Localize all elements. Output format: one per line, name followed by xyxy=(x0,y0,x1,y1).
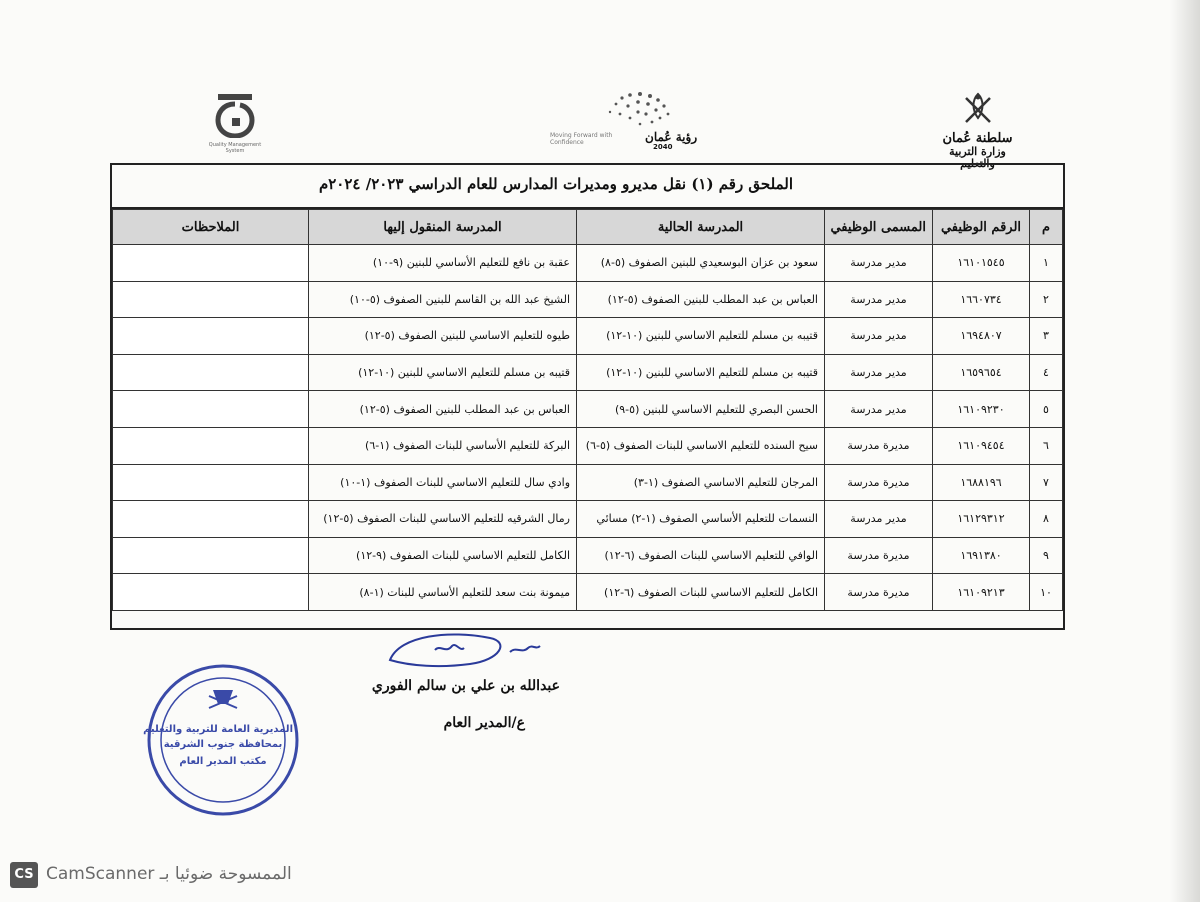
title-row xyxy=(112,165,1063,209)
cell-current-school: قتيبه بن مسلم للتعليم الاساسي للبنين (١٠-١٢) xyxy=(577,354,825,391)
cell-notes xyxy=(113,354,309,391)
cell-new-school: ميمونة بنت سعد للتعليم الأساسي للبنات (١-٨) xyxy=(309,574,577,611)
cell-new-school: وادي سال للتعليم الاساسي للبنات الصفوف (١-١٠) xyxy=(309,464,577,501)
cell-notes xyxy=(113,537,309,574)
cell-job-title: مدير مدرسة xyxy=(825,501,933,538)
cell-new-school: العباس بن عبد المطلب للبنين الصفوف (٥-١٢) xyxy=(309,391,577,428)
cell-job-title: مدير مدرسة xyxy=(825,318,933,355)
column-header-employee-id: الرقم الوظيفي xyxy=(933,210,1030,245)
vision-year: 2040 xyxy=(653,143,673,151)
cell-notes xyxy=(113,245,309,282)
table-row xyxy=(113,354,1063,391)
vision-2040-logo xyxy=(550,90,725,155)
table-header-row xyxy=(113,210,1063,245)
official-stamp xyxy=(143,660,303,820)
cell-index: ٧ xyxy=(1030,464,1063,501)
quality-caption: Quality Management System xyxy=(208,142,262,154)
cell-employee-id: ١٦١٠٩٢١٣ xyxy=(933,574,1030,611)
cell-index: ٥ xyxy=(1030,391,1063,428)
column-header-job-title: المسمى الوظيفي xyxy=(825,210,933,245)
cell-current-school: الوافي للتعليم الاساسي للبنات الصفوف (٦-١٢) xyxy=(577,537,825,574)
quality-q-icon xyxy=(210,92,260,138)
table-row xyxy=(113,245,1063,282)
cell-job-title: مديرة مدرسة xyxy=(825,574,933,611)
cell-job-title: مديرة مدرسة xyxy=(825,537,933,574)
cell-new-school: الكامل للتعليم الاساسي للبنات الصفوف (٩-١٢) xyxy=(309,537,577,574)
column-header-notes: الملاحظات xyxy=(113,210,309,245)
signatory-role: ع/المدير العام xyxy=(443,715,525,731)
cell-job-title: مدير مدرسة xyxy=(825,391,933,428)
column-header-new-school: المدرسة المنقول إليها xyxy=(309,210,577,245)
cell-index: ٦ xyxy=(1030,427,1063,464)
cell-current-school: العباس بن عبد المطلب للبنين الصفوف (٥-١٢) xyxy=(577,281,825,318)
cell-notes xyxy=(113,318,309,355)
vision-sphere-icon xyxy=(600,90,690,135)
table-row xyxy=(113,464,1063,501)
cell-new-school: طيوه للتعليم الاساسي للبنين الصفوف (٥-١٢) xyxy=(309,318,577,355)
cell-index: ٣ xyxy=(1030,318,1063,355)
cell-job-title: مدير مدرسة xyxy=(825,245,933,282)
camscanner-text: الممسوحة ضوئيا بـ CamScanner xyxy=(46,864,292,884)
page-edge-shadow xyxy=(1170,0,1200,902)
cell-current-school: الكامل للتعليم الاساسي للبنات الصفوف (٦-١٢) xyxy=(577,574,825,611)
column-header-index: م xyxy=(1030,210,1063,245)
signature-block xyxy=(340,630,570,740)
vision-text: رؤية عُمان xyxy=(645,130,698,144)
cell-new-school: قتيبه بن مسلم للتعليم الاساسي للبنين (١٠-١٢) xyxy=(309,354,577,391)
document-title: الملحق رقم (١) نقل مديرو ومديرات المدارس للعام الدراسي ٢٠٢٣/ ٢٠٢٤م xyxy=(318,175,793,193)
signatory-name: عبدالله بن علي بن سالم الفوري xyxy=(371,678,560,694)
transfer-table xyxy=(112,209,1063,611)
cell-current-school: سعود بن عزان البوسعيدي للبنين الصفوف (٥-٨) xyxy=(577,245,825,282)
cell-job-title: مدير مدرسة xyxy=(825,281,933,318)
transfer-table-frame xyxy=(110,163,1065,630)
cell-employee-id: ١٦١٠٩٢٣٠ xyxy=(933,391,1030,428)
cell-index: ١ xyxy=(1030,245,1063,282)
cell-notes xyxy=(113,574,309,611)
camscanner-watermark xyxy=(10,860,290,892)
table-row xyxy=(113,537,1063,574)
cell-index: ٢ xyxy=(1030,281,1063,318)
signature-scribble xyxy=(360,630,560,685)
cell-job-title: مدير مدرسة xyxy=(825,354,933,391)
conference-caption: Moving Forward with Confidence xyxy=(550,132,613,146)
cell-job-title: مديرة مدرسة xyxy=(825,427,933,464)
stamp-line-1: المديرية العامة للتربية والتعليم xyxy=(143,724,293,735)
cell-employee-id: ١٦٩١٣٨٠ xyxy=(933,537,1030,574)
cell-notes xyxy=(113,281,309,318)
cell-job-title: مديرة مدرسة xyxy=(825,464,933,501)
cell-index: ٤ xyxy=(1030,354,1063,391)
cell-new-school: البركة للتعليم الأساسي للبنات الصفوف (١-٦) xyxy=(309,427,577,464)
cell-employee-id: ١٦١٢٩٣١٢ xyxy=(933,501,1030,538)
cell-index: ١٠ xyxy=(1030,574,1063,611)
cell-notes xyxy=(113,501,309,538)
cell-employee-id: ١٦٥٩٦٥٤ xyxy=(933,354,1030,391)
cell-current-school: المرجان للتعليم الاساسي الصفوف (١-٣) xyxy=(577,464,825,501)
ministry-name-line1: سلطنة عُمان xyxy=(942,131,1013,146)
table-row xyxy=(113,501,1063,538)
cell-current-school: قتيبه بن مسلم للتعليم الاساسي للبنين (١٠-١٢) xyxy=(577,318,825,355)
cell-employee-id: ١٦١٠١٥٤٥ xyxy=(933,245,1030,282)
cell-employee-id: ١٦٦٠٧٣٤ xyxy=(933,281,1030,318)
cell-index: ٨ xyxy=(1030,501,1063,538)
oman-emblem-icon xyxy=(958,88,998,128)
cell-new-school: الشيخ عبد الله بن القاسم للبنين الصفوف (٥-١٠) xyxy=(309,281,577,318)
ministry-logo xyxy=(935,88,1020,170)
table-row xyxy=(113,427,1063,464)
cell-employee-id: ١٦٩٤٨٠٧ xyxy=(933,318,1030,355)
cell-current-school: سيح السنده للتعليم الاساسي للبنات الصفوف (٥-٦) xyxy=(577,427,825,464)
quality-logo xyxy=(205,92,265,154)
stamp-line-3: مكتب المدير العام xyxy=(179,756,267,767)
cell-new-school: عقبة بن نافع للتعليم الأساسي للبنين (٩-١٠) xyxy=(309,245,577,282)
table-row xyxy=(113,574,1063,611)
table-row xyxy=(113,391,1063,428)
cell-employee-id: ١٦٨٨١٩٦ xyxy=(933,464,1030,501)
column-header-current-school: المدرسة الحالية xyxy=(577,210,825,245)
table-row xyxy=(113,281,1063,318)
ministry-name-line2: وزارة التربية والتعليم xyxy=(949,145,1006,170)
cell-notes xyxy=(113,427,309,464)
cell-index: ٩ xyxy=(1030,537,1063,574)
stamp-line-2: بمحافظة جنوب الشرقية xyxy=(163,739,283,750)
cell-employee-id: ١٦١٠٩٤٥٤ xyxy=(933,427,1030,464)
cell-new-school: رمال الشرقيه للتعليم الاساسي للبنات الصفوف (٥-١٢) xyxy=(309,501,577,538)
cell-notes xyxy=(113,391,309,428)
cell-current-school: النسمات للتعليم الأساسي الصفوف (١-٢) مسائي xyxy=(577,501,825,538)
camscanner-logo-icon: CS xyxy=(10,862,38,888)
cell-notes xyxy=(113,464,309,501)
cell-current-school: الحسن البصري للتعليم الاساسي للبنين (٥-٩) xyxy=(577,391,825,428)
table-row xyxy=(113,318,1063,355)
